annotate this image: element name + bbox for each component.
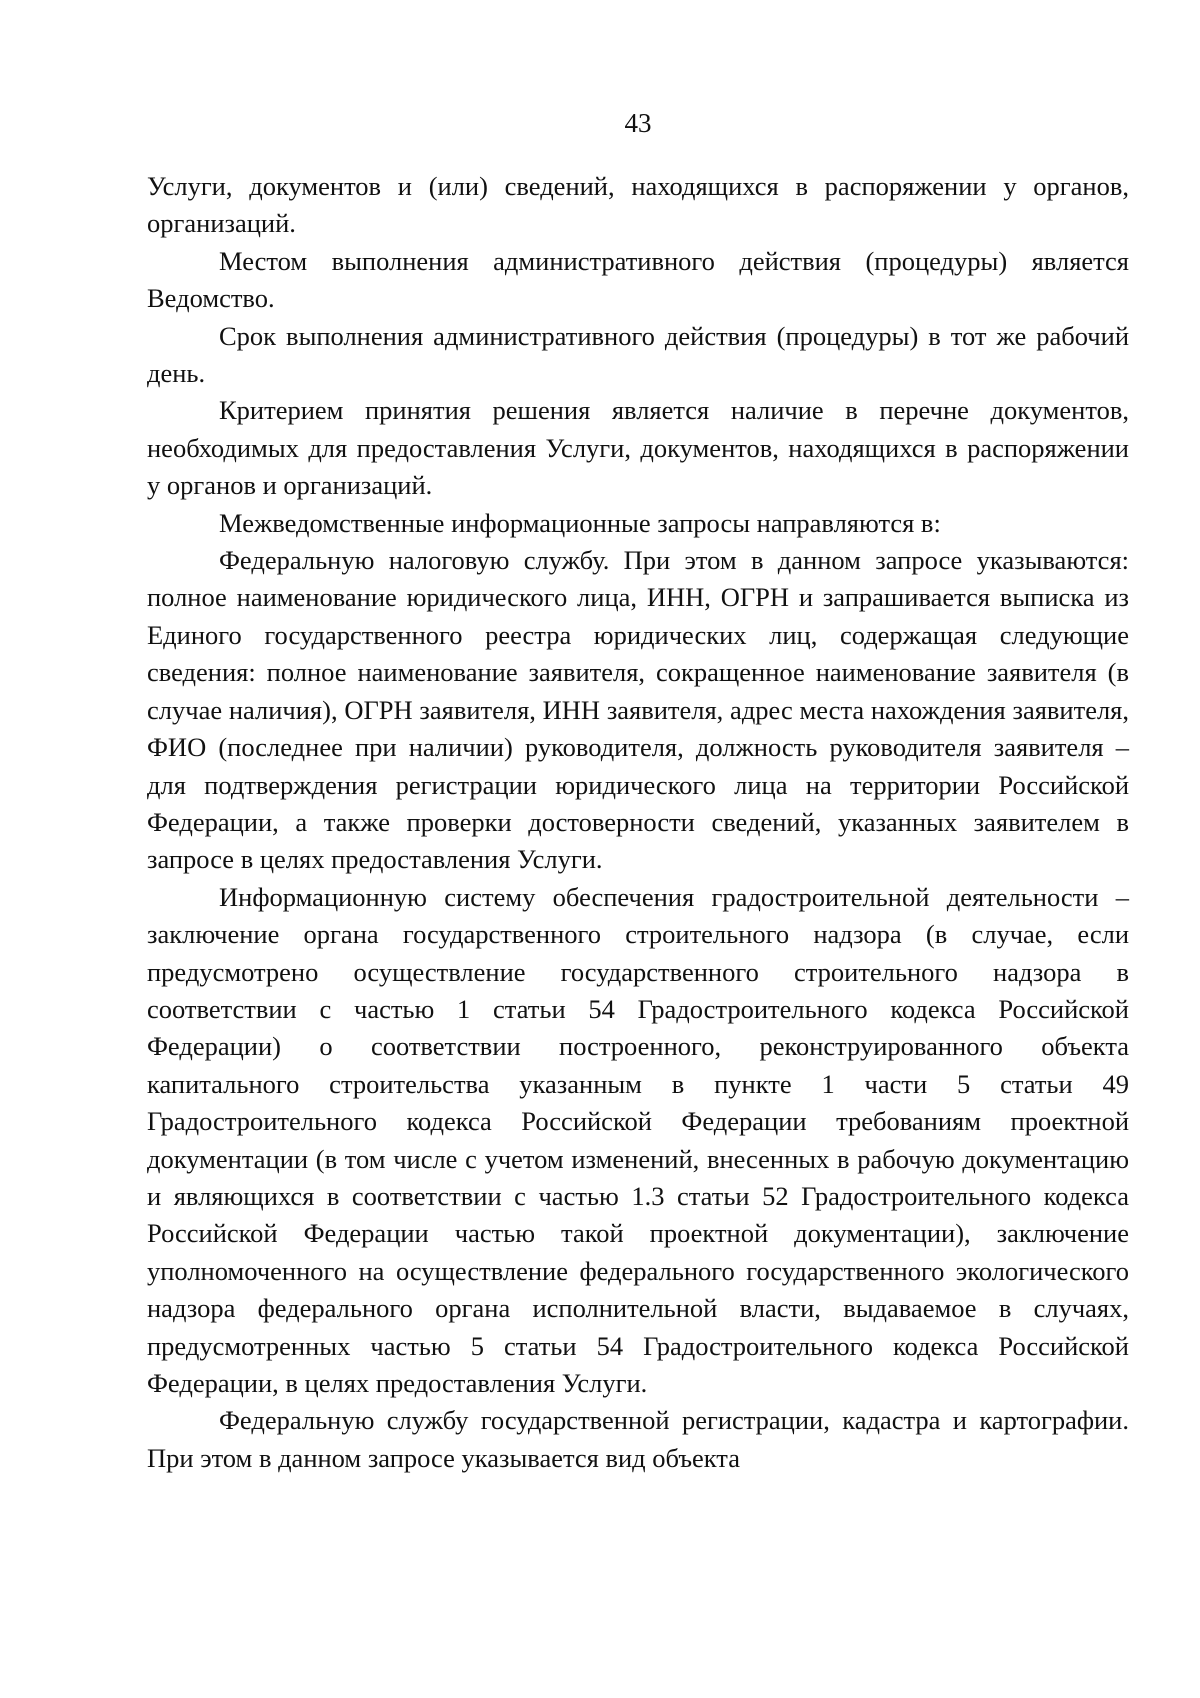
document-body <box>147 168 1129 1477</box>
paragraph-decision-criterion: Критерием принятия решения является наличие в перечне документов, необходимых для предоставления Услуги, документов, находящихся в распоряжении у органов и организаций. <box>147 395 1129 501</box>
paragraph-place-of-execution: Местом выполнения административного действия (процедуры) является Ведомство. <box>147 245 1129 314</box>
paragraph-tax-service: Федеральную налоговую службу. При этом в данном запросе указываются: полное наименование юридического лица, ИНН, ОГРН и запрашивается выписка из Единого государственного реестра юридических лиц, содержащая следующие сведения: полное наименование заявителя, сокращенное наименование заявителя (в случае наличия), ОГРН заявителя, ИНН заявителя, адрес места нахождения заявителя, ФИО (последнее при наличии) руководителя, должность руководителя заявителя – для подтверждения регистрации юридического лица на территории Российской Федерации, а также проверки достоверности сведений, указанных заявителем в запросе в целях предоставления Услуги. <box>147 545 1129 875</box>
paragraph-registration-service: Федеральную службу государственной регистрации, кадастра и картографии. При этом в данном запросе указывается вид объекта <box>147 1405 1129 1473</box>
paragraph-interagency-requests: Межведомственные информационные запросы направляются в: <box>219 507 941 538</box>
paragraph-execution-deadline: Срок выполнения административного действия (процедуры) в тот же рабочий день. <box>147 320 1129 389</box>
paragraph-urban-planning-system: Информационную систему обеспечения градостроительной деятельности – заключение органа государственного строительного надзора (в случае, если предусмотрено осуществление государственного строительного надзора в соответствии с частью 1 статьи 54 Градостроительного кодекса Российской Федерации) о соответствии построенного, реконструированного объекта капитального строительства указанным в пункте 1 части 5 статьи 49 Градостроительного кодекса Российской Федерации требованиям проектной документации (в том числе с учетом изменений, внесенных в рабочую документацию и являющихся в соответствии с частью 1.3 статьи 52 Градостроительного кодекса Российской Федерации частью такой проектной документации), заключение уполномоченного на осуществление федерального государственного экологического надзора федерального органа исполнительной власти, выдаваемое в случаях, предусмотренных частью 5 статьи 54 Градостроительного кодекса Российской Федерации, в целях предоставления Услуги. <box>147 881 1129 1398</box>
paragraph-services-documents: Услуги, документов и (или) сведений, находящихся в распоряжении у органов, организаций. <box>147 171 1129 239</box>
page-number: 43 <box>624 108 652 138</box>
